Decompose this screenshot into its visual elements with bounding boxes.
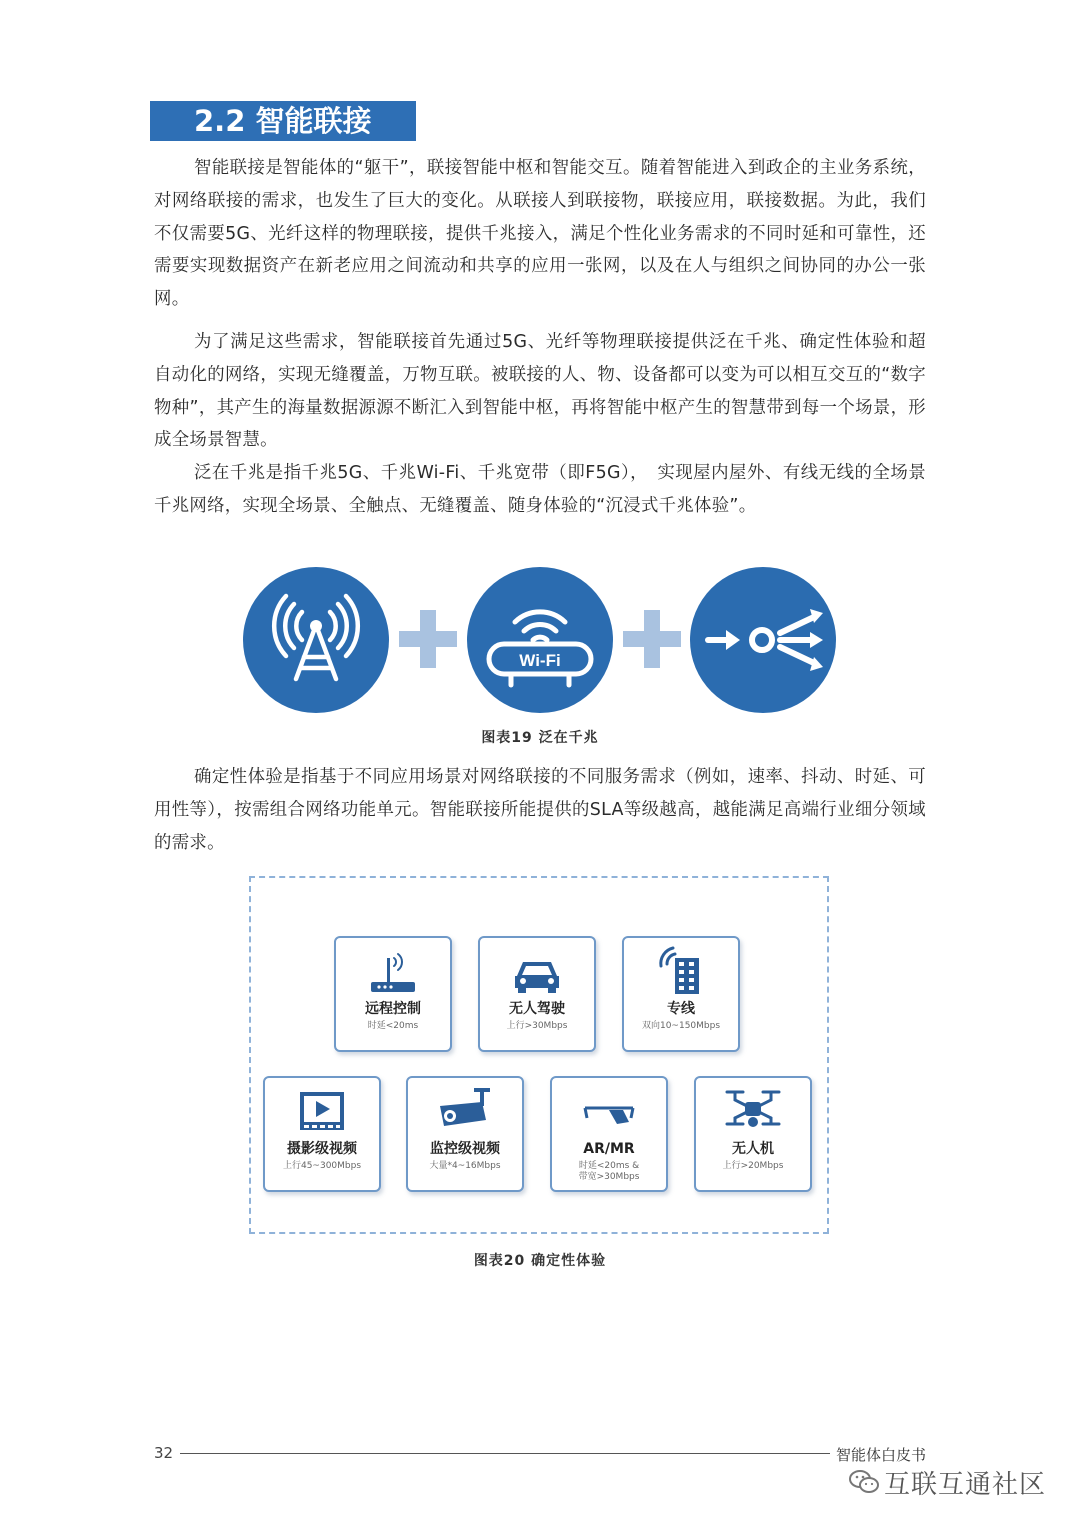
building-icon (653, 944, 709, 996)
footer-book-title: 智能体白皮书 (836, 1446, 927, 1464)
plus-sign-1 (399, 610, 457, 668)
figure19-caption: 图表19 泛在千兆 (481, 730, 599, 746)
card-desc (552, 1161, 666, 1183)
card-surveillance-video (406, 1076, 524, 1192)
ar-glasses-icon (579, 1090, 639, 1136)
network-distribution-icon (690, 567, 836, 713)
card-autonomous-driving (478, 936, 596, 1052)
card-cinematic-video (263, 1076, 381, 1192)
network-flow-circle (690, 567, 836, 713)
section-title: 2.2 智能联接 (150, 101, 416, 141)
card-name: AR/MR (583, 1141, 635, 1157)
card-name: 远程控制 (365, 1001, 421, 1017)
paragraph-intro: 智能联接是智能体的“躯干”，联接智能中枢和智能交互。随着智能进入到政企的主业务系统，对网络联接的需求，也发生了巨大的变化。从联接人到联接物，联接应用，联接数据。为此，我们不仅需要5G、光纤这样的物理联接，提供千兆接入，满足个性化业务需求的不同时延和可靠性，还需要实现数据资产在新老应用之间流动和共享的应用一张网，以及在人与组织之间协同的办公一张网。 (154, 158, 926, 310)
cell-tower-icon (243, 567, 389, 713)
card-desc: 上行>30Mbps (506, 1021, 568, 1031)
card-desc: 上行>20Mbps (722, 1161, 784, 1171)
paragraph-deterministic: 确定性体验是指基于不同应用场景对网络联接的不同服务需求（例如，速率、抖动、时延、可用性等），按需组合网络功能单元。智能联接所能提供的SLA等级越高，越能满足高端行业细分领域的需求。 (154, 767, 926, 853)
card-name: 摄影级视频 (287, 1141, 357, 1157)
card-desc-line: 带宽>30Mbps (578, 1172, 640, 1182)
router-icon (365, 948, 421, 996)
card-desc: 双向10~150Mbps (641, 1021, 721, 1031)
card-desc: 上行45~300Mbps (282, 1161, 362, 1171)
video-player-icon (294, 1086, 350, 1136)
wifi-label: Wi-Fi (519, 651, 561, 670)
card-desc-line: 时延<20ms & (578, 1161, 640, 1171)
car-icon (509, 948, 565, 996)
card-name: 无人驾驶 (509, 1001, 565, 1017)
antenna-tower-circle (243, 567, 389, 713)
paragraph-needs: 为了满足这些需求，智能联接首先通过5G、光纤等物理联接提供泛在千兆、确定性体验和超自动化的网络，实现无缝覆盖，万物互联。被联接的人、物、设备都可以变为可以相互交互的“数字物种”，其产生的海量数据源源不断汇入到智能中枢，再将智能中枢产生的智慧带到每一个场景，形成全场景智慧。 (154, 332, 926, 451)
figure20-caption: 图表20 确定性体验 (473, 1253, 607, 1269)
footer-divider (180, 1453, 830, 1454)
card-drone (694, 1076, 812, 1192)
wifi-circle (467, 567, 613, 713)
wechat-icon (848, 1468, 880, 1496)
page-number: 32 (154, 1444, 174, 1462)
card-desc: 大量*4~16Mbps (429, 1161, 501, 1171)
paragraph-gigabit: 泛在千兆是指千兆5G、千兆Wi-Fi、千兆宽带（即F5G）， 实现屋内屋外、有线无线的全场景千兆网络，实现全场景、全触点、无缝覆盖、随身体验的“沉浸式千兆体验”。 (154, 463, 926, 516)
drone-icon (723, 1084, 783, 1136)
card-name: 监控级视频 (430, 1141, 500, 1157)
card-remote-control (334, 936, 452, 1052)
cctv-camera-icon (434, 1084, 496, 1136)
watermark: 互联互通社区 (884, 1470, 1047, 1500)
wifi-router-icon (467, 567, 613, 713)
plus-sign-2 (623, 610, 681, 668)
card-name: 无人机 (732, 1141, 774, 1157)
card-desc: 时延<20ms (367, 1021, 419, 1031)
card-ar-mr (550, 1076, 668, 1192)
card-name: 专线 (667, 1001, 695, 1017)
card-dedicated-line (622, 936, 740, 1052)
